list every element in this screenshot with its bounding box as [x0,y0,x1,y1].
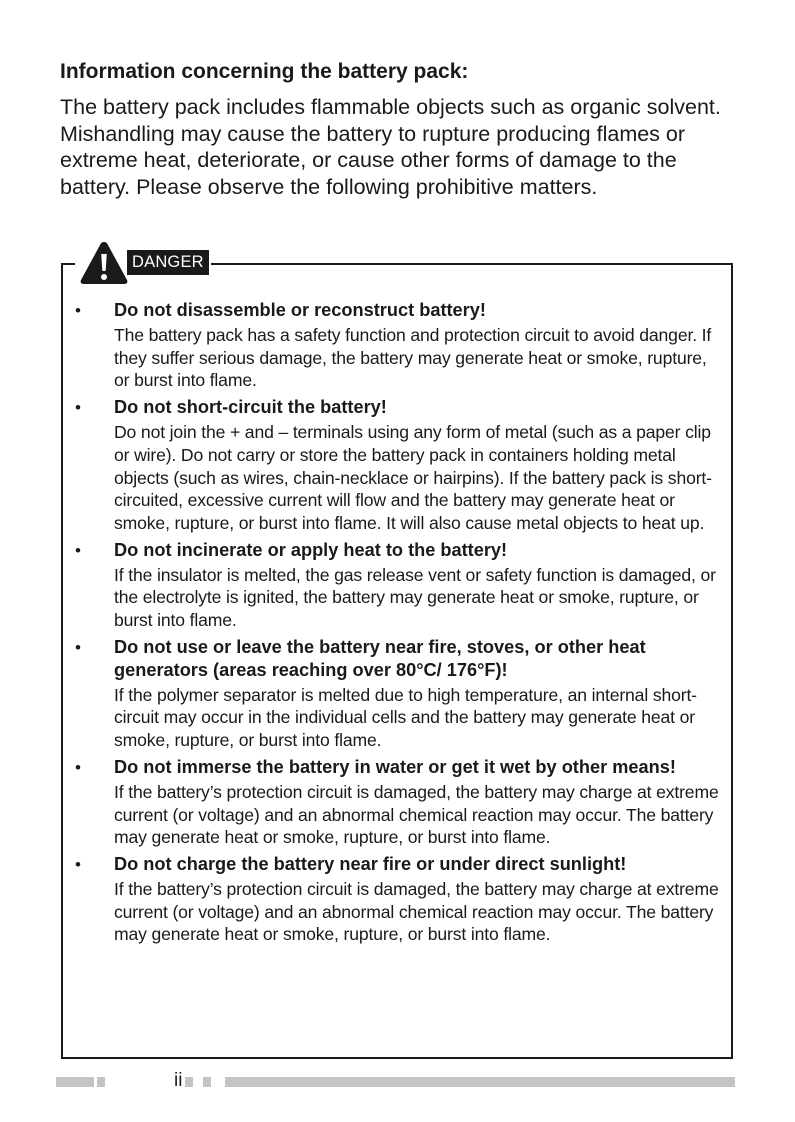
danger-badge [75,236,211,286]
bullet: • [75,398,81,418]
item-title: Do not short-circuit the battery! [114,397,387,418]
footer-bar-segment [225,1077,735,1087]
item-body: If the battery’s protection circuit is damaged, the battery may charge at extreme current (or voltage) and an abnormal chemical reaction may occur. The battery may generate heat or smoke, rupture, or burst into flame. [114,781,719,848]
list-item [72,853,720,946]
section-heading: Information concerning the battery pack: [60,60,469,83]
danger-list [72,299,720,950]
footer-bar-segment [97,1077,105,1087]
bullet: • [75,757,81,777]
list-item [72,756,720,849]
item-title: Do not disassemble or reconstruct battery! [114,300,486,320]
item-title: Do not incinerate or apply heat to the battery! [114,539,508,560]
footer-bar-segment [203,1077,211,1087]
item-body: If the battery’s protection circuit is damaged, the battery may charge at extreme current (or voltage) and an abnormal chemical reaction may occur. The battery may generate heat or smoke, rupture, or burst into flame. [114,878,719,945]
footer-bar-segment [185,1077,193,1087]
list-item [72,636,720,752]
item-body: Do not join the + and – terminals using any form of metal (such as a paper clip or wire). Do not carry or store the battery pack in containers holding metal objects (such as wires, chain-necklace or hairpins). If the battery pack is short-circuited, excessive current will flow and the battery may generate heat or smoke, rupture, or burst into flame. It will also cause metal objects to heat up. [114,422,712,533]
bullet: • [75,637,81,657]
danger-label: DANGER [127,250,209,275]
page-number: ii [174,1070,183,1091]
bullet: • [75,854,81,874]
item-body: If the polymer separator is melted due to high temperature, an internal short-circuit may occur in the individual cells and the battery may generate heat or smoke, rupture, or burst into flame. [114,684,697,751]
list-item [72,539,720,632]
footer-bar-segment [56,1077,94,1087]
page-footer [56,1070,736,1091]
bullet: • [75,540,81,560]
item-title: Do not charge the battery near fire or under direct sunlight! [114,853,627,874]
bullet: • [75,301,81,320]
item-body: The battery pack has a safety function and protection circuit to avoid danger. If they suffer serious damage, the battery may generate heat or smoke, rupture, or burst into flame. [114,325,712,391]
warning-triangle-icon [79,240,129,286]
list-item [72,299,720,392]
intro-paragraph: The battery pack includes flammable objects such as organic solvent. Mishandling may cause the battery to rupture producing flames or extreme heat, deteriorate, or cause other forms of damage to the battery. Please observe the following prohibitive matters. [60,95,721,199]
item-title: Do not use or leave the battery near fire, stoves, or other heat generators (areas reaching over 80°C/ 176°F)! [114,636,646,680]
list-item [72,396,720,535]
item-title: Do not immerse the battery in water or get it wet by other means! [114,756,676,777]
item-body: If the insulator is melted, the gas release vent or safety function is damaged, or the electrolyte is ignited, the battery may generate heat or smoke, rupture, or burst into flame. [114,564,716,631]
